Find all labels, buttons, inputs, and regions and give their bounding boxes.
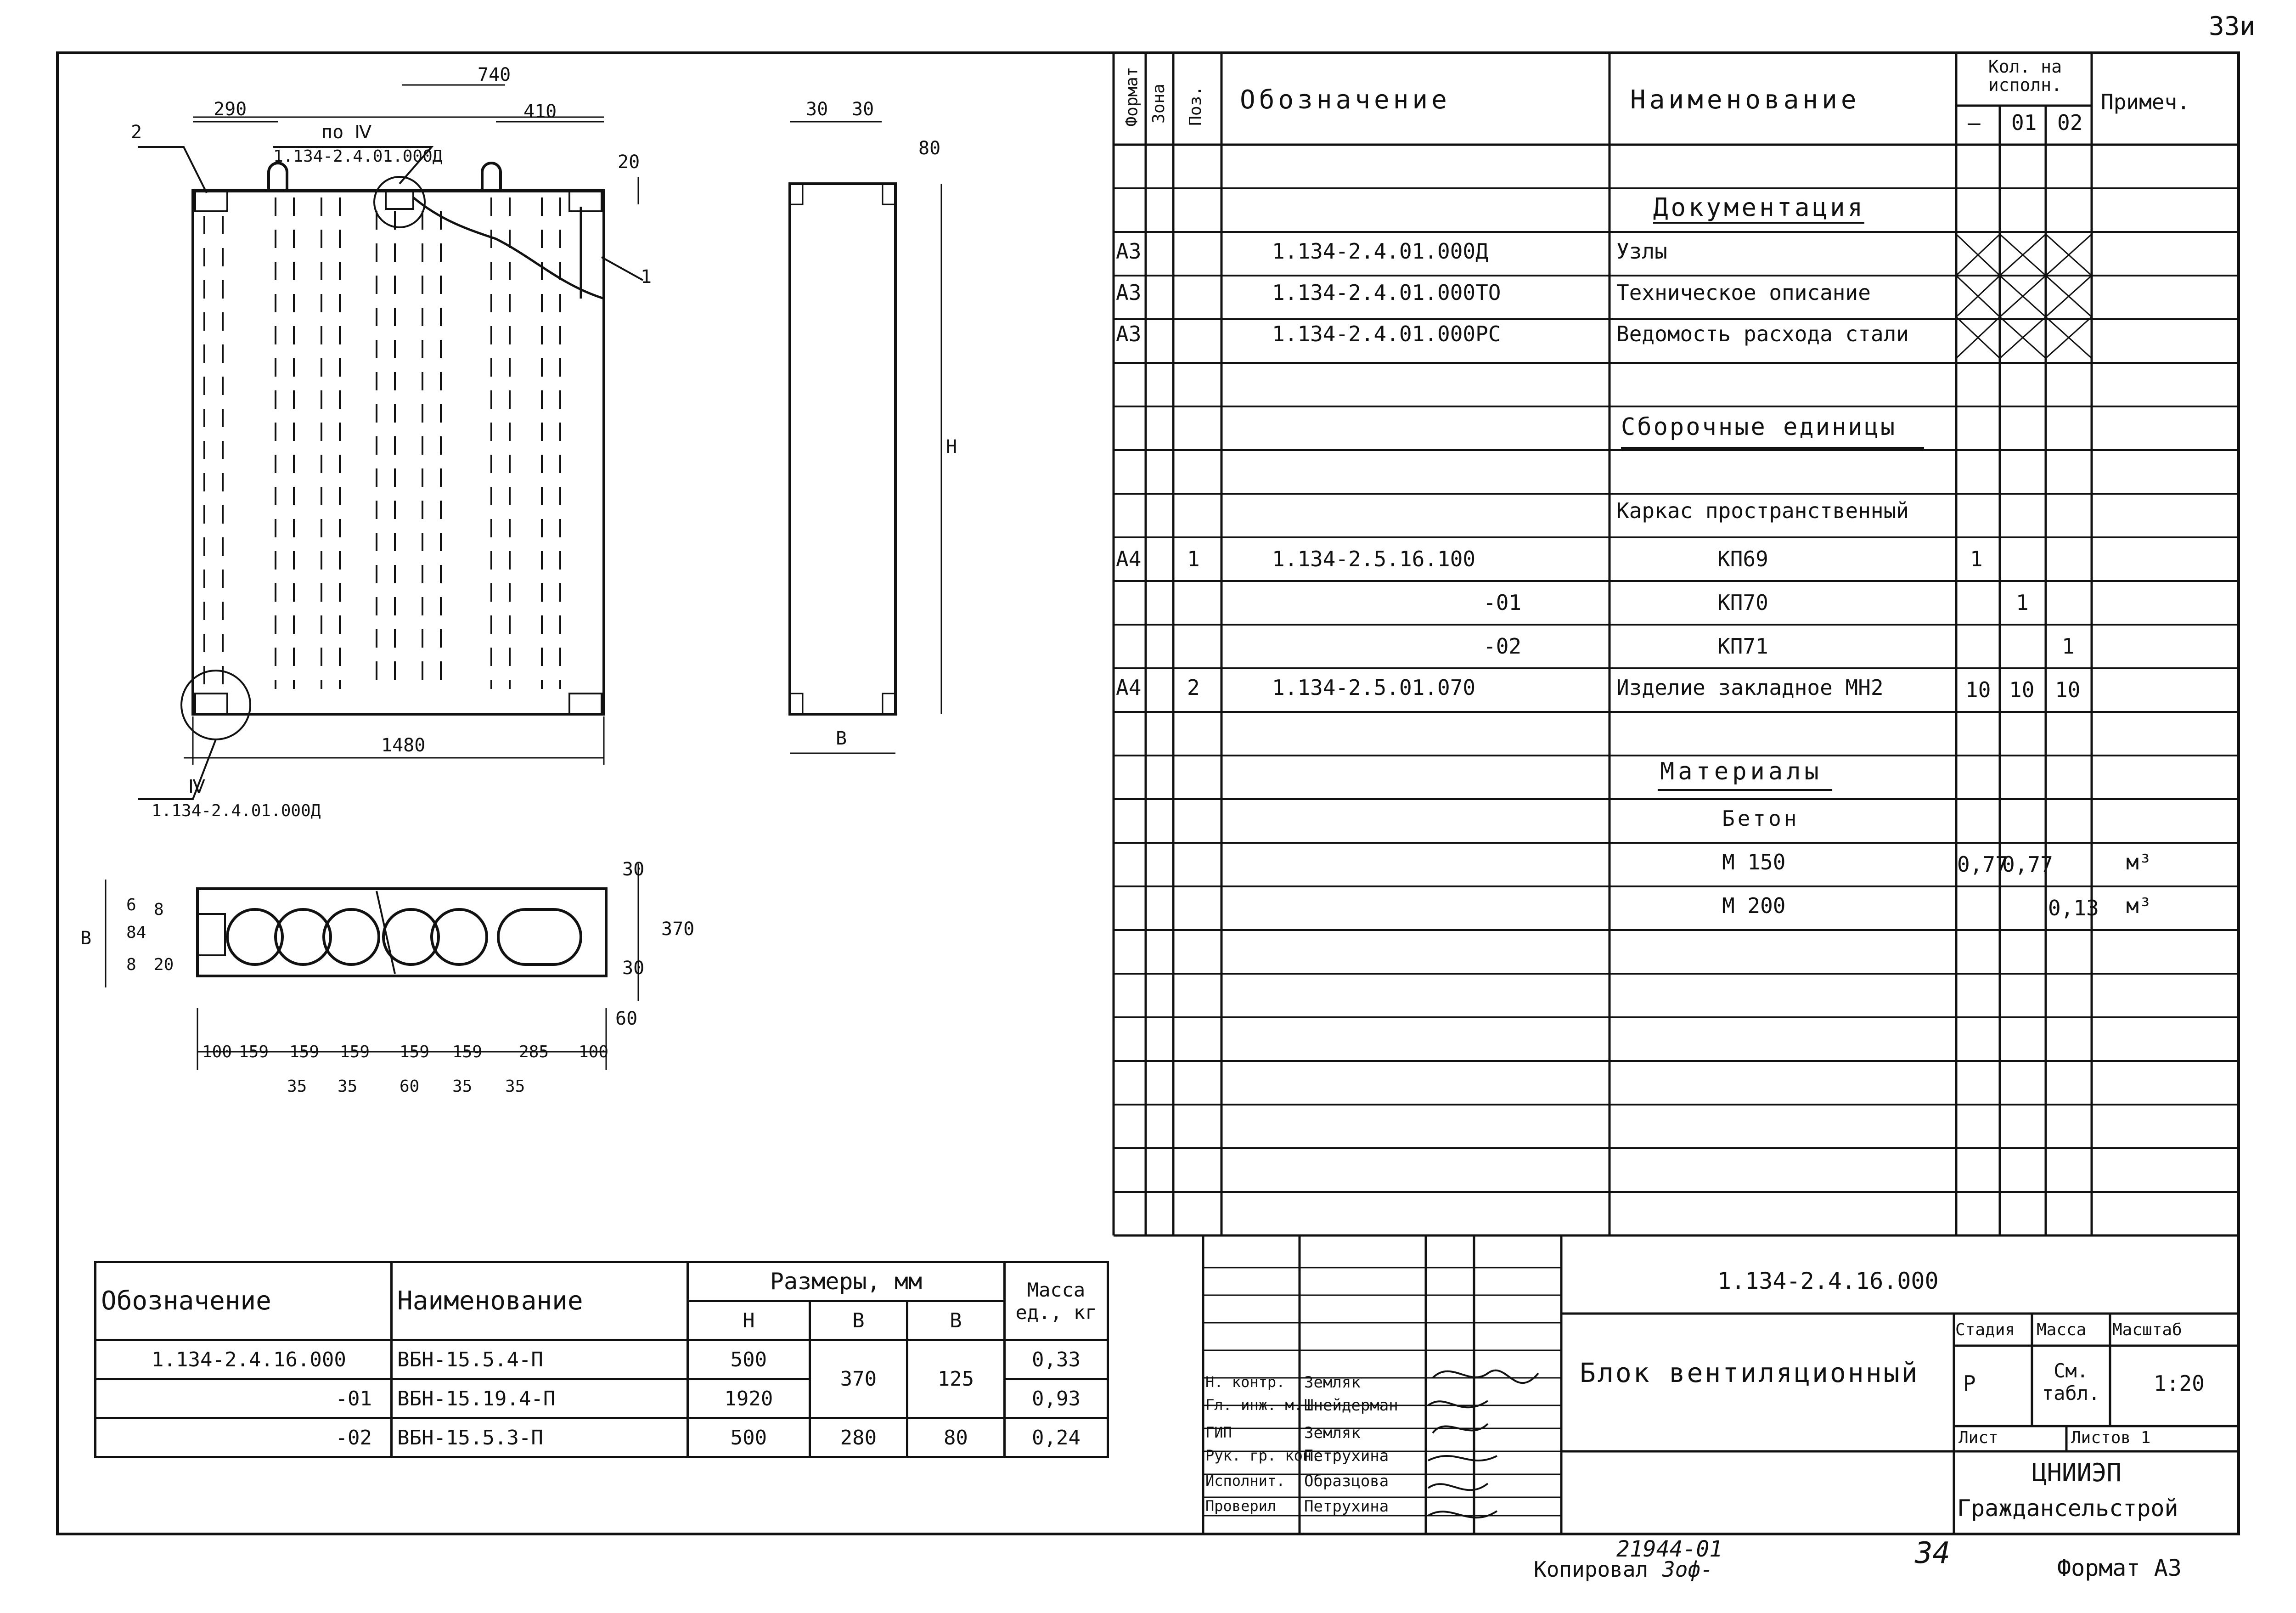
spec-header-pos: Поз. — [1186, 86, 1205, 126]
variant-name-0: ВБН-15.5.4-П — [392, 1340, 688, 1379]
sec-bottom2-1: 35 — [338, 1077, 358, 1096]
title-sheet-label: Лист — [1958, 1428, 1998, 1447]
doc-format-2: А3 — [1116, 321, 1142, 346]
variants-table — [94, 1261, 1109, 1458]
role-3: Рук. гр. кон. — [1205, 1447, 1321, 1464]
mat-q0-0: 0,77 — [1957, 852, 2008, 877]
node-code: 1.134-2.4.01.000Д — [152, 801, 321, 820]
sec-bottom-3: 159 — [340, 1043, 370, 1061]
variant-mass-0: 0,33 — [1005, 1340, 1108, 1379]
doc-designation-1: 1.134-2.4.01.000ТО — [1272, 280, 1501, 305]
spec-section-assemblies: Сборочные единицы — [1621, 413, 1897, 441]
asm-q0-3: 10 — [1965, 677, 1991, 702]
mat-q1-0: 0,77 — [2002, 852, 2053, 877]
spec-header-qty-01: 01 — [2011, 110, 2037, 135]
spec-section-docs: Документация — [1653, 193, 1866, 222]
role-name-4: Образцова — [1304, 1472, 1389, 1490]
title-org1: ЦНИИЭП — [2032, 1458, 2122, 1487]
asm-designation-1: -01 — [1483, 590, 1522, 615]
asm-designation-2: -02 — [1483, 634, 1522, 659]
asm-q1-1: 1 — [2016, 590, 2029, 615]
mat-q2-1: 0,13 — [2048, 896, 2099, 920]
mat-unit-0: м³ — [2126, 850, 2152, 874]
sec-bottom2-3: 35 — [452, 1077, 473, 1096]
spec-table-grid — [1114, 53, 2239, 1534]
label-pos2: 2 — [131, 122, 142, 143]
asm-format-0: А4 — [1116, 547, 1142, 571]
sec-dim-60: 60 — [615, 1008, 638, 1029]
variant-h-0: 500 — [688, 1340, 810, 1379]
sec-dim-84: 84 — [126, 923, 146, 942]
label-pos1: 1 — [641, 266, 652, 288]
side-dim-30a: 30 — [806, 99, 828, 120]
asm-name-3: Изделие закладное МН2 — [1616, 675, 1884, 700]
dim-290: 290 — [214, 99, 247, 120]
spec-header-format: Формат — [1122, 67, 1142, 127]
asm-name-1: КП70 — [1717, 590, 1768, 615]
sec-bottom-6: 285 — [519, 1043, 549, 1061]
title-code: 1.134-2.4.16.000 — [1717, 1268, 1939, 1294]
sec-dim-8a: 8 — [126, 955, 136, 974]
spec-header-qty-dash: — — [1968, 110, 1981, 135]
assembly-title: Каркас пространственный — [1616, 498, 1909, 523]
variant-mass-1: 0,93 — [1005, 1379, 1108, 1418]
sec-bottom-7: 100 — [579, 1043, 609, 1061]
section-view — [106, 863, 638, 1070]
variants-header-designation: Обозначение — [96, 1262, 392, 1340]
title-org2: Граждансельстрой — [1957, 1495, 2178, 1522]
variant-b2-0: 125 — [907, 1340, 1004, 1418]
asm-q2-2: 1 — [2062, 634, 2075, 659]
side-dim-30b: 30 — [852, 99, 874, 120]
title-stage: Р — [1963, 1371, 1976, 1396]
variant-h-2: 500 — [688, 1418, 810, 1457]
side-dim-80: 80 — [918, 138, 941, 159]
title-scale: 1:20 — [2154, 1371, 2205, 1396]
role-1: Гл. инж. м. — [1205, 1396, 1303, 1414]
asm-q0-0: 1 — [1970, 547, 1983, 571]
variants-header-h: Н — [688, 1301, 810, 1340]
spec-header-note: Примеч. — [2101, 90, 2190, 114]
signature-scribble — [1428, 1370, 1538, 1518]
asm-q1-3: 10 — [2009, 677, 2035, 702]
spec-section-materials: Материалы — [1660, 758, 1823, 785]
spec-header-zone: Зона — [1149, 84, 1168, 124]
spec-header-qty-02: 02 — [2057, 110, 2083, 135]
title-name: Блок вентиляционный — [1580, 1357, 1919, 1388]
doc-name-2: Ведомость расхода стали — [1616, 321, 1909, 346]
role-2: ГИП — [1205, 1424, 1232, 1441]
sec-dim-b: B — [80, 928, 92, 949]
variants-header-dims: Размеры, мм — [688, 1262, 1005, 1301]
sec-dim-6: 6 — [126, 896, 136, 914]
role-name-1: Шнейдерман — [1304, 1396, 1398, 1415]
variant-h-1: 1920 — [688, 1379, 810, 1418]
role-name-5: Петрухина — [1304, 1497, 1389, 1516]
node-ref-code: 1.134-2.4.01.000Д — [273, 147, 443, 166]
mat-unit-1: м³ — [2126, 893, 2152, 918]
variant-designation-2: -02 — [96, 1418, 392, 1457]
variant-b2-2: 80 — [907, 1418, 1004, 1457]
sec-bottom-0: 100 — [202, 1043, 232, 1061]
title-sheets-label: Листов 1 — [2071, 1428, 2151, 1447]
variant-b1-0: 370 — [810, 1340, 907, 1418]
variant-mass-2: 0,24 — [1005, 1418, 1108, 1457]
title-mass-label: Масса — [2037, 1320, 2087, 1339]
role-0: Н. контр. — [1205, 1373, 1285, 1391]
concrete-label: Бетон — [1722, 806, 1800, 831]
variants-header-name: Наименование — [392, 1262, 688, 1340]
asm-name-2: КП71 — [1717, 634, 1768, 659]
variant-name-2: ВБН-15.5.3-П — [392, 1418, 688, 1457]
variants-header-mass: Масса ед., кг — [1005, 1262, 1108, 1340]
variant-name-1: ВБН-15.19.4-П — [392, 1379, 688, 1418]
role-4: Исполнит. — [1205, 1472, 1285, 1489]
dim-20: 20 — [618, 152, 640, 173]
doc-designation-2: 1.134-2.4.01.000РС — [1272, 321, 1501, 346]
copy-number: 21944-01 — [1616, 1536, 1723, 1562]
side-dim-h: H — [946, 436, 957, 457]
variants-header-b1: В — [810, 1301, 907, 1340]
sec-bottom2-2: 60 — [400, 1077, 420, 1096]
node-mark: Ⅳ — [188, 776, 205, 797]
doc-name-0: Узлы — [1616, 239, 1667, 264]
spec-header-name: Наименование — [1630, 85, 1860, 115]
sec-dim-30a: 30 — [622, 859, 645, 880]
mat-name-0: М 150 — [1722, 850, 1786, 874]
asm-designation-0: 1.134-2.5.16.100 — [1272, 547, 1476, 571]
asm-pos-3: 2 — [1187, 675, 1200, 700]
spec-header-designation: Обозначение — [1240, 85, 1451, 115]
doc-designation-0: 1.134-2.4.01.000Д — [1272, 239, 1488, 264]
asm-name-0: КП69 — [1717, 547, 1768, 571]
variant-designation-0: 1.134-2.4.16.000 — [96, 1340, 392, 1379]
node-ref: по Ⅳ — [321, 122, 372, 143]
sec-dim-20: 20 — [154, 955, 174, 974]
dim-410: 410 — [523, 101, 557, 122]
role-name-3: Петрухина — [1304, 1447, 1389, 1465]
side-view — [790, 122, 941, 753]
copied-by-label: Копировал — [1534, 1557, 1649, 1582]
front-view — [138, 85, 643, 799]
role-name-2: Земляк — [1304, 1424, 1361, 1442]
doc-format-0: А3 — [1116, 239, 1142, 264]
mat-name-1: М 200 — [1722, 893, 1786, 918]
dim-740: 740 — [478, 64, 511, 85]
variants-header-b2: В — [907, 1301, 1004, 1340]
sec-bottom-1: 159 — [239, 1043, 269, 1061]
asm-format-3: А4 — [1116, 675, 1142, 700]
sec-dim-8b: 8 — [154, 900, 164, 919]
sec-dim-370: 370 — [661, 919, 695, 940]
sec-bottom2-0: 35 — [287, 1077, 307, 1096]
sec-dim-30b: 30 — [622, 958, 645, 979]
asm-designation-3: 1.134-2.5.01.070 — [1272, 675, 1476, 700]
sec-bottom-4: 159 — [400, 1043, 430, 1061]
title-scale-label: Масштаб — [2112, 1320, 2182, 1339]
spec-header-qty: Кол. на исполн. — [1988, 56, 2062, 95]
page-number: 33и — [2209, 11, 2256, 41]
sec-bottom-5: 159 — [452, 1043, 483, 1061]
asm-q2-3: 10 — [2055, 677, 2081, 702]
title-mass: См. табл. — [2042, 1359, 2100, 1404]
dim-1480: 1480 — [381, 735, 426, 756]
handwritten-page: 34 — [1915, 1536, 1951, 1570]
sec-bottom2-4: 35 — [505, 1077, 525, 1096]
copied-by-name: Зоф- — [1662, 1557, 1713, 1582]
format-label: Формат А3 — [2057, 1555, 2182, 1581]
side-dim-b: B — [836, 728, 847, 749]
doc-name-1: Техническое описание — [1616, 280, 1871, 305]
role-5: Проверил — [1205, 1497, 1277, 1515]
sec-bottom-2: 159 — [289, 1043, 320, 1061]
variant-designation-1: -01 — [96, 1379, 392, 1418]
crossed-cells — [1956, 234, 2092, 358]
doc-format-1: А3 — [1116, 280, 1142, 305]
role-name-0: Земляк — [1304, 1373, 1361, 1392]
variant-b1-2: 280 — [810, 1418, 907, 1457]
asm-pos-0: 1 — [1187, 547, 1200, 571]
title-stage-label: Стадия — [1955, 1320, 2015, 1339]
